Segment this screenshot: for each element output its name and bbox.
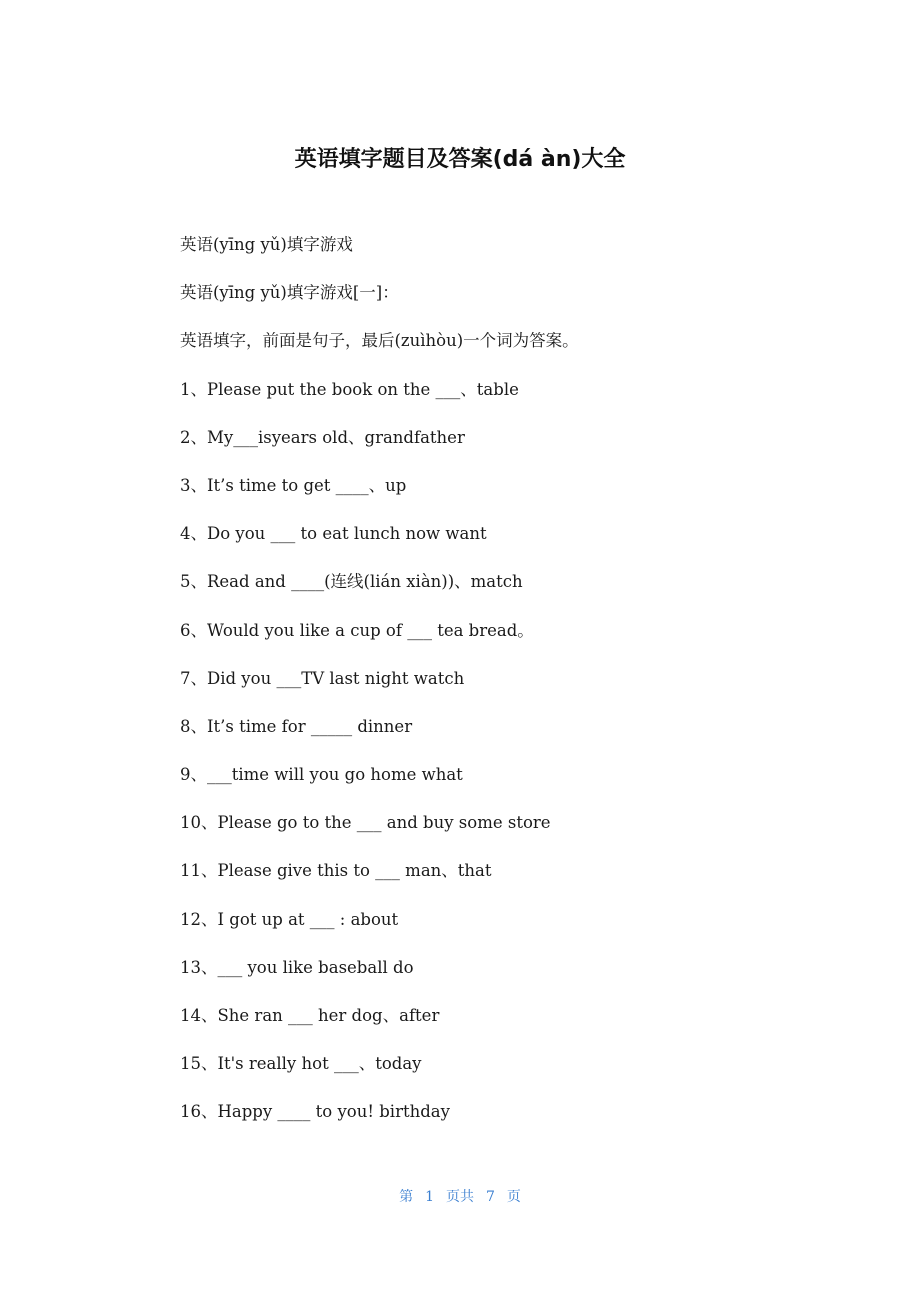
question-item: 9、___time will you go home what [180,765,463,785]
document-body [180,231,820,1147]
question-item: 1、Please put the book on the ___、table [180,379,519,399]
question-item: 7、Did you ___TV last night watch [180,668,465,688]
question-item: 15、It's really hot ___、today [180,1054,422,1074]
question-item: 6、Would you like a cup of ___ tea bread。 [180,620,534,640]
paragraph-subheading: 英语(yīng yǔ)填字游戏[一]： [180,283,399,303]
footer-of-label: 页共 [446,1189,474,1205]
footer-total-pages: 7 [486,1189,495,1205]
page-footer [0,1185,920,1209]
question-item: 10、Please go to the ___ and buy some store [180,813,551,833]
paragraph-instructions: 英语填字，前面是句子，最后(zuìhòu)一个词为答案。 [180,331,579,351]
question-item: 8、It’s time for _____ dinner [180,716,413,736]
question-item: 12、I got up at ___ : about [180,909,399,929]
question-item: 14、She ran ___ her dog、after [180,1006,440,1025]
question-item: 2、My___isyears old、grandfather [180,427,465,447]
question-item: 11、Please give this to ___ man、that [180,861,492,881]
footer-current-page: 1 [425,1189,434,1205]
question-item: 4、Do you ___ to eat lunch now want [180,524,487,544]
paragraph-heading: 英语(yīng yǔ)填字游戏 [180,235,353,254]
footer-page-label: 第 [399,1189,414,1205]
document-title: 英语填字题目及答案(dá àn)大全 [294,147,626,172]
question-item: 13、___ you like baseball do [180,957,414,977]
footer-pages-label: 页 [506,1189,521,1205]
question-item: 16、Happy ____ to you! birthday [180,1102,450,1122]
question-item: 5、Read and ____(连线(lián xiàn))、match [180,572,523,592]
question-item: 3、It’s time to get ____、up [180,475,407,495]
